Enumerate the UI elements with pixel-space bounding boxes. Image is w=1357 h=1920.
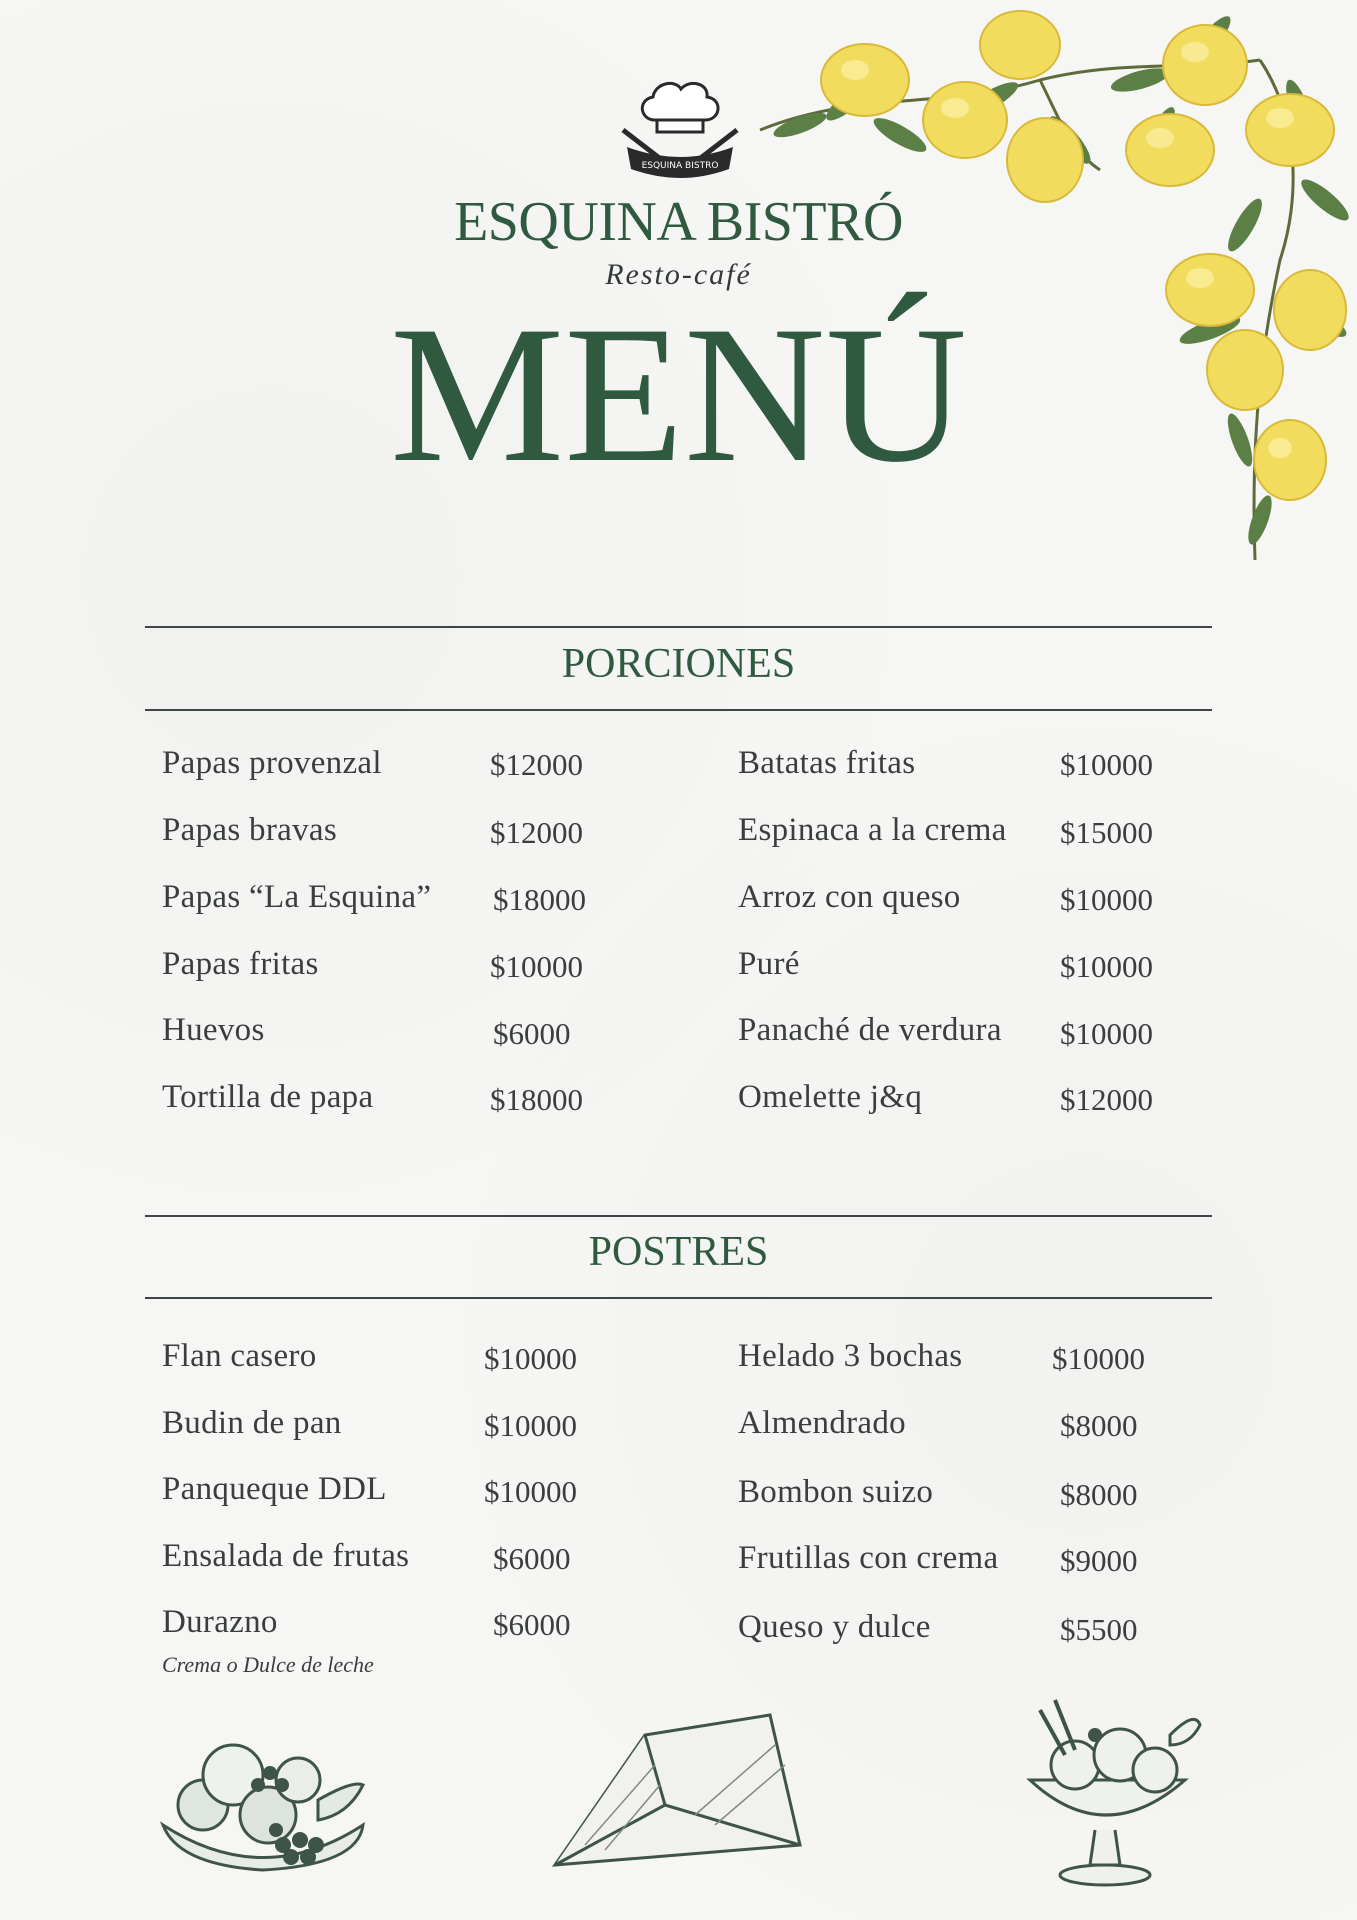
menu-item-price: $6000 — [493, 1016, 571, 1051]
menu-item-price: $12000 — [490, 747, 583, 782]
menu-item-price: $18000 — [490, 1082, 583, 1117]
menu-item-price: $12000 — [1060, 1082, 1153, 1117]
menu-item-name: Arroz con queso — [738, 879, 961, 915]
menu-item-name: Panqueque DDL — [162, 1471, 387, 1507]
menu-item-price: $10000 — [484, 1408, 577, 1443]
section-divider — [145, 1297, 1212, 1299]
menu-item-name: Papas fritas — [162, 946, 319, 982]
menu-item-name: Puré — [738, 946, 800, 982]
menu-item-name: Ensalada de frutas — [162, 1538, 410, 1574]
menu-item-note: Crema o Dulce de leche — [162, 1652, 374, 1677]
cheese-wedge-illustration — [545, 1705, 810, 1870]
menu-item-name: Papas provenzal — [162, 745, 382, 781]
menu-item-price: $8000 — [1060, 1408, 1138, 1443]
menu-title: MENÚ — [389, 286, 968, 503]
section-divider — [145, 626, 1212, 628]
tagline: Resto-café — [605, 258, 752, 291]
chef-hat-logo — [615, 75, 745, 185]
menu-item-name: Huevos — [162, 1012, 265, 1048]
menu-item-name: Helado 3 bochas — [738, 1338, 963, 1374]
menu-item-price: $15000 — [1060, 815, 1153, 850]
menu-item-price: $5500 — [1060, 1612, 1138, 1647]
section-title-postres: POSTRES — [588, 1229, 769, 1275]
menu-item-name: Almendrado — [738, 1405, 906, 1441]
fruit-bowl-illustration — [158, 1725, 373, 1875]
menu-item-name: Frutillas con crema — [738, 1540, 999, 1576]
menu-item-name: Papas bravas — [162, 812, 337, 848]
menu-item-price: $9000 — [1060, 1543, 1138, 1578]
menu-item-name: Tortilla de papa — [162, 1079, 374, 1115]
menu-item-price: $18000 — [493, 882, 586, 917]
section-divider — [145, 1215, 1212, 1217]
menu-item-name: Budin de pan — [162, 1405, 342, 1441]
brand-name: ESQUINA BISTRÓ — [454, 191, 903, 253]
menu-item-price: $6000 — [493, 1541, 571, 1576]
menu-item-price: $8000 — [1060, 1477, 1138, 1512]
menu-item-price: $10000 — [1060, 949, 1153, 984]
menu-item-price: $10000 — [1060, 747, 1153, 782]
menu-item-price: $10000 — [484, 1474, 577, 1509]
menu-item-name: Flan casero — [162, 1338, 317, 1374]
menu-item-price: $10000 — [1060, 1016, 1153, 1051]
menu-item-price: $10000 — [490, 949, 583, 984]
menu-item-name: Queso y dulce — [738, 1609, 931, 1645]
ice-cream-sundae-illustration — [1010, 1690, 1205, 1890]
menu-item-name: Bombon suizo — [738, 1474, 934, 1510]
menu-item-name: Batatas fritas — [738, 745, 916, 781]
logo-text: ESQUINA BISTRO — [641, 161, 719, 171]
menu-item-price: $10000 — [1060, 882, 1153, 917]
menu-item-name: Durazno — [162, 1604, 278, 1640]
menu-item-name: Espinaca a la crema — [738, 812, 1007, 848]
menu-item-price: $6000 — [493, 1607, 571, 1642]
menu-item-name: Panaché de verdura — [738, 1012, 1002, 1048]
section-divider — [145, 709, 1212, 711]
menu-item-price: $10000 — [1052, 1341, 1145, 1376]
menu-item-name: Omelette j&q — [738, 1079, 923, 1115]
menu-item-price: $10000 — [484, 1341, 577, 1376]
menu-item-price: $12000 — [490, 815, 583, 850]
section-title-porciones: PORCIONES — [561, 641, 796, 687]
menu-item-name: Papas “La Esquina” — [162, 879, 432, 915]
